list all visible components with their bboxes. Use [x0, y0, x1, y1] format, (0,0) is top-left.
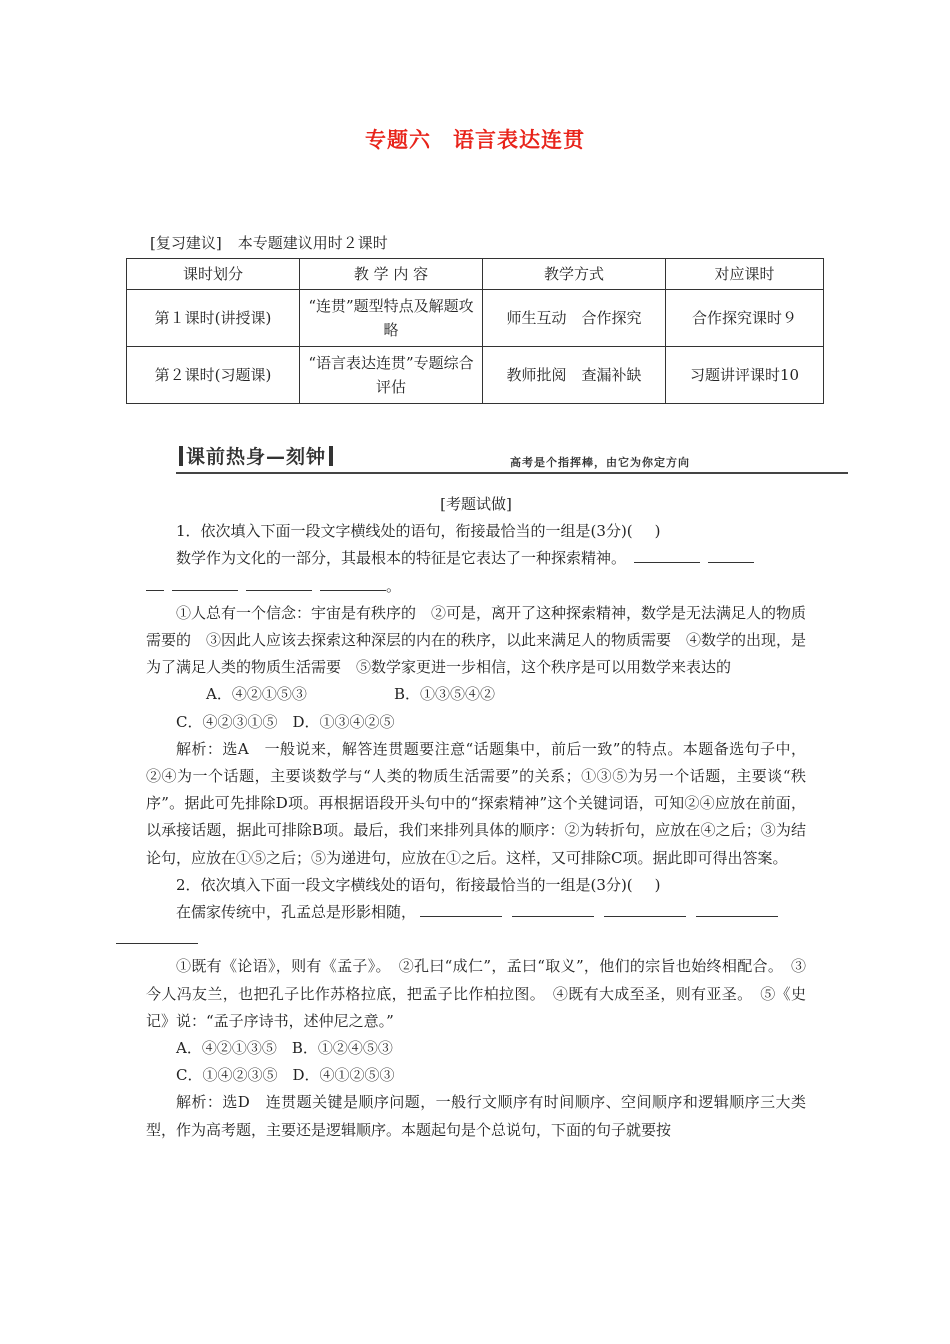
table-header-row — [127, 259, 824, 290]
q2-choices-ab — [146, 1035, 806, 1062]
header-cell: 对应课时 — [666, 259, 824, 290]
answer-blank — [246, 575, 312, 591]
answer-blank — [634, 547, 700, 563]
lesson-plan-table — [126, 258, 824, 404]
answer-blank — [708, 547, 754, 563]
answer-blank — [172, 575, 238, 591]
table-cell: “语言表达连贯”专题综合评估 — [300, 347, 483, 404]
q1-passage: 数学作为文化的一部分，其最根本的特征是它表达了一种探索精神。 。 — [146, 545, 806, 599]
bracket-left-icon — [179, 446, 183, 466]
q2-options-text: ①既有《论语》，则有《孟子》。 ②孔曰“成仁”，孟曰“取义”，他们的宗旨也始终相配合。 ③今人冯友兰，也把孔子比作苏格拉底，把孟子比作柏拉图。 ④既有大成至圣，则有亚圣。 ⑤《史记》说：“孟子序诗书，述仲尼之意。” — [146, 957, 806, 1030]
table-row — [127, 290, 824, 347]
q2-choice-d: D．④①②⑤③ — [292, 1066, 395, 1085]
answer-blank — [420, 901, 502, 917]
section-banner — [176, 442, 848, 474]
q2-stem: 2．依次填入下面一段文字横线处的语句，衔接最恰当的一组是(3分)( — [176, 875, 633, 894]
table-cell: “连贯”题型特点及解题攻略 — [300, 290, 483, 347]
q2-choice-a: A．④②①③⑤ — [176, 1039, 277, 1058]
table-cell: 合作探究课时９ — [666, 290, 824, 347]
q1-choice-b: B．①③⑤④② — [394, 685, 496, 704]
answer-blank — [116, 928, 198, 944]
q2-choice-c: C．①④②③⑤ — [176, 1066, 278, 1085]
section-title: [考题试做] — [440, 495, 512, 513]
banner-title — [176, 442, 336, 469]
q2-paren-close: ) — [654, 875, 661, 894]
q1-choices-ab — [146, 681, 806, 708]
answer-blank — [696, 901, 778, 917]
q1-paren-close: ) — [654, 522, 661, 541]
answer-blank — [320, 575, 386, 591]
page-title: 专题六 语言表达连贯 — [365, 128, 585, 152]
review-text: 本专题建议用时２课时 — [237, 234, 388, 252]
header-cell: 课时划分 — [127, 259, 300, 290]
banner-title-left: 课前热身 — [186, 446, 267, 468]
banner-slogan: 高考是个指挥棒，由它为你定方向 — [510, 456, 690, 469]
header-cell: 教学方式 — [483, 259, 666, 290]
q1-options-text: ①人总有一个信念：宇宙是有秩序的 ②可是，离开了这种探索精神，数学是无法满足人的物质需要的 ③因此人应该去探索这种深层的内在的秩序，以此来满足人的物质需要 ④数学的出现，是为了满足人类的物质生活需要 ⑤数学家更进一步相信，这个秩序是可以用数学来表达的 — [146, 603, 807, 677]
bracket-right-icon — [329, 446, 333, 466]
question-1 — [146, 518, 806, 545]
exercise-content — [146, 491, 806, 1144]
table-row — [127, 347, 824, 404]
review-suggestion — [150, 232, 388, 253]
question-2 — [146, 872, 806, 899]
q2-choice-b: B．①②④⑤③ — [291, 1039, 393, 1058]
q1-choice-c: C．④②③①⑤ — [176, 712, 278, 731]
q1-choice-a: A．④②①⑤③ — [206, 685, 307, 704]
banner-title-right: 刻钟 — [286, 446, 327, 468]
header-cell: 教 学 内 容 — [300, 259, 483, 290]
q2-choices-cd — [146, 1062, 806, 1089]
q2-analysis: 解析：选D 连贯题关键是顺序问题，一般行文顺序有时间顺序、空间顺序和逻辑顺序三大类型，作为高考题，主要还是逻辑顺序。本题起句是个总说句，下面的句子就要按 — [146, 1093, 806, 1139]
table-cell: 第１课时(讲授课) — [127, 290, 300, 347]
q1-analysis: 解析：选A 一般说来，解答连贯题要注意“话题集中，前后一致”的特点。本题备选句子中，②④为一个话题，主要谈数学与“人类的物质生活需要”的关系；①③⑤为另一个话题，主要谈“秩序”。据此可先排除D项。再根据语段开头句中的“探索精神”这个关键词语，可知②④应放在前面，以承接话题，据此可排除B项。最后，我们来排列具体的顺序：②为转折句，应放在④之后；③为结论句，应放在①⑤之后；⑤为递进句，应放在①之后。这样，又可排除C项。据此即可得出答案。 — [146, 739, 806, 867]
q1-choices-cd — [146, 709, 806, 736]
review-label: [复习建议] — [150, 234, 222, 252]
answer-blank — [146, 575, 164, 591]
table-cell: 教师批阅 查漏补缺 — [483, 347, 666, 404]
dash-icon: — — [266, 446, 287, 468]
answer-blank — [604, 901, 686, 917]
q1-choice-d: D．①③④②⑤ — [292, 712, 395, 731]
q1-stem: 1．依次填入下面一段文字横线处的语句，衔接最恰当的一组是(3分)( — [176, 522, 633, 541]
table-cell: 习题讲评课时10 — [666, 347, 824, 404]
answer-blank — [512, 901, 594, 917]
table-cell: 师生互动 合作探究 — [483, 290, 666, 347]
table-cell: 第２课时(习题课) — [127, 347, 300, 404]
q2-passage: 在儒家传统中，孔孟总是形影相随， — [146, 899, 806, 953]
